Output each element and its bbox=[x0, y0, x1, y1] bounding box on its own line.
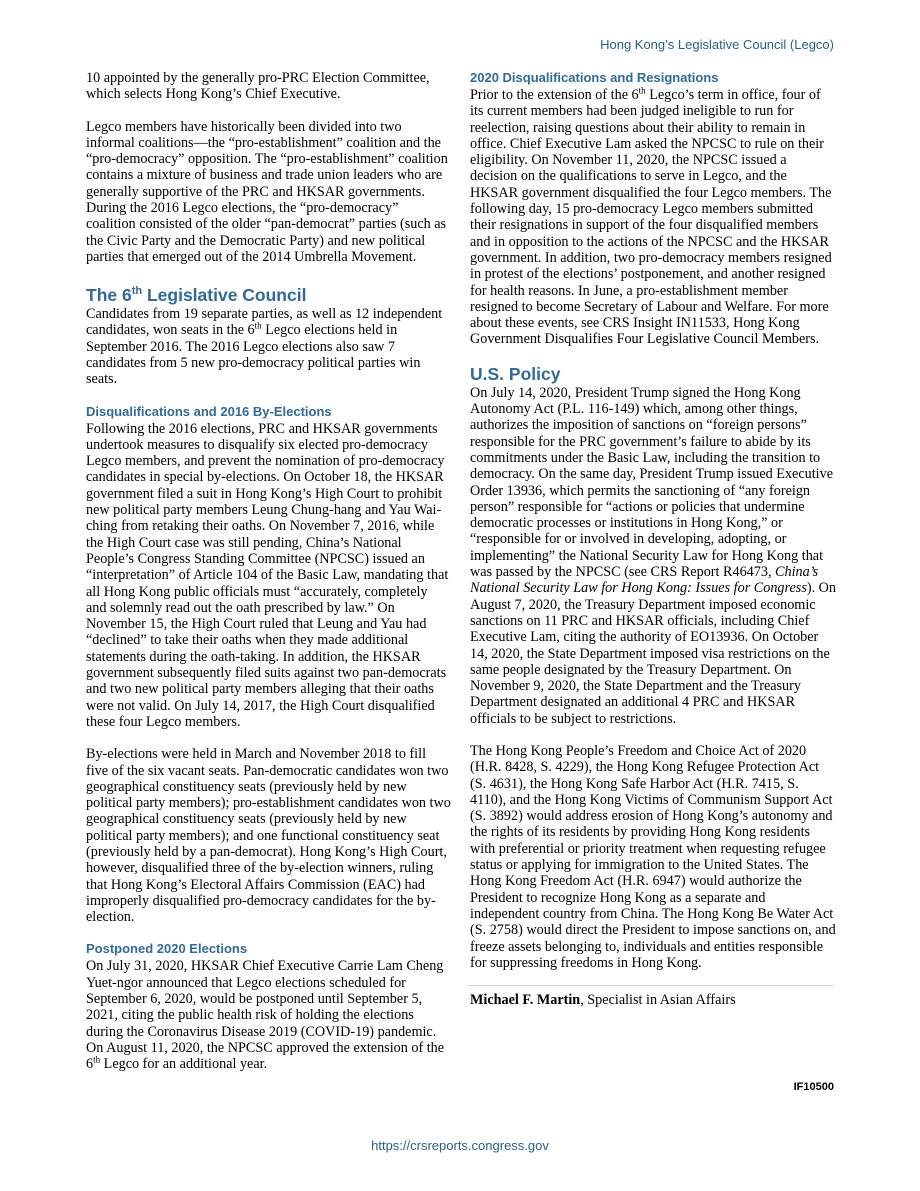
paragraph-autonomy-act: On July 14, 2020, President Trump signed the Hong Kong Autonomy Act (P.L. 116-149) which, among other things, authorizes the imposition of sanctions on “foreign persons” responsible for the PRC government’s failure to abide by its commitments under the Basic Law, including the transition to democracy. On the same day, President Trump issued Executive Order 13936, which permits the sanctioning of “any foreign person” responsible for “actions or policies that undermine democratic processes or institutions in Hong Kong,” or “responsible for or involved in developing, adopting, or implementing” the National Security Law for Hong Kong that was passed by the NPCSC (see CRS Report R46473, China’s National Security Law for Hong Kong: Issues for Congress). On August 7, 2020, the Treasury Department imposed economic sanctions on 11 PRC and HKSAR officials, including Chief Executive Lam, citing the authority of EO13936. On October 14, 2020, the State Department imposed visa restrictions on the same people designated by the Treasury Department. On November 9, 2020, the State Department and the Treasury Department designated an additional 4 PRC and HKSAR officials to be subject to restrictions. bbox=[470, 384, 837, 727]
paragraph-postponement: On July 31, 2020, HKSAR Chief Executive Carrie Lam Cheng Yuet-ngor announced that Legco elections scheduled for September 6, 2020, would be postponed until September 5, 2021, citing the public health risk of holding the elections during the Coronavirus Disease 2019 (COVID-19) pandemic. On August 11, 2020, the NPCSC approved the extension of the 6th Legco for an additional year. bbox=[86, 958, 445, 1073]
author-divider bbox=[468, 985, 834, 986]
heading-us-policy: U.S. Policy bbox=[470, 363, 561, 384]
heading-6th-legislative-council: The 6th Legislative Council bbox=[86, 285, 307, 306]
right-column bbox=[470, 70, 836, 1008]
paragraph-2020-resignations: Prior to the extension of the 6th Legco’s term in office, four of its current members had been judged ineligible to run for reelection, raising questions about their ability to remain in office. Chief Executive Lam asked the NPCSC to rule on their eligibility. On November 11, 2020, the NPCSC issued a decision on the qualifications to serve in Legco, and the HKSAR government disqualified the four Legco members. The following day, 15 pro-democracy Legco members submitted their resignations in support of the four disqualified members and in opposition to the actions of the NPCSC and the HKSAR government. In addition, two pro-democracy members resigned in protest of the elections’ postponement, and another resigned for health reasons. In June, a pro-establishment member resigned to become Secretary of Labour and Welfare. For more about these events, see CRS Insight IN11533, Hong Kong Government Disqualifies Four Legislative Council Members. bbox=[470, 85, 832, 348]
paragraph-coalitions: Legco members have historically been divided into two informal coalitions—the “pro-establishment” coalition and the “pro-democracy” opposition. The “pro-establishment” coalition contains a mixture of business and trade union leaders who are generally supportive of the PRC and HKSAR governments. During the 2016 Legco elections, the “pro-democracy” coalition consisted of the older “pan-democrat” parties (such as the Civic Party and the Democratic Party) and new political parties that emerged out of the 2014 Umbrella Movement. bbox=[86, 118, 448, 265]
document-id: IF10500 bbox=[793, 1081, 834, 1093]
paragraph-pending-legislation: The Hong Kong People’s Freedom and Choice Act of 2020 (H.R. 8428, S. 4229), the Hong Kong Refugee Protection Act (S. 4631), the Hong Kong Safe Harbor Act (H.R. 7415, S. 4110), and the Hong Kong Victims of Communism Support Act (S. 3892) would address erosion of Hong Kong’s autonomy and the rights of its residents by providing Hong Kong residents with preferential or priority treatment when requesting refugee status or applying for immigration to the United States. The Hong Kong Freedom Act (H.R. 6947) would authorize the President to recognize Hong Kong as a separate and independent country from China. The Hong Kong Be Water Act (S. 2758) would direct the President to impose sanctions on, and freeze assets belonging to, individuals and entities responsible for suppressing freedoms in Hong Kong. bbox=[470, 742, 836, 971]
paragraph-2016-candidates: Candidates from 19 separate parties, as well as 12 independent candidates, won seats in the 6th Legco elections held in September 2016. The 2016 Legco elections also saw 7 candidates from 5 new pro-democracy political parties win seats. bbox=[86, 306, 443, 388]
author-name: Michael F. Martin bbox=[470, 992, 581, 1009]
footer-url[interactable]: https://crsreports.congress.gov bbox=[371, 1138, 549, 1153]
paragraph-disqualification-measures: Following the 2016 elections, PRC and HKSAR governments undertook measures to disqualify six elected pro-democracy Legco members, and prevent the nomination of pro-democracy candidates in special by-elections. On October 18, the HKSAR government filed a suit in Hong Kong’s High Court to prohibit new political party members Leung Chung-hang and Yau Wai-ching from retaking their oaths. On November 7, 2016, while the High Court case was still pending, China’s National People’s Congress Standing Committee (NPCSC) issued an “interpretation” of Article 104 of the Basic Law, mandating that all Hong Kong public officials must “accurately, completely and solemnly read out the oath prescribed by law.” On November 15, the High Court ruled that Leung and Yau had “declined” to take their oaths when they made additional statements during the oath-taking. In addition, the HKSAR government subsequently filed suits against two pan-democrats and two new political party members alleging that their oaths were not valid. On July 14, 2017, the High Court disqualified these four Legco members. bbox=[86, 420, 449, 730]
heading-postponed-2020-elections: Postponed 2020 Elections bbox=[86, 941, 248, 957]
paragraph-election-committee: 10 appointed by the generally pro-PRC Election Committee, which selects Hong Kong’s Chief Executive. bbox=[86, 70, 430, 103]
paragraph-by-elections: By-elections were held in March and November 2018 to fill five of the six vacant seats. Pan-democratic candidates won two geographical constituency seats (previously held by new political party members); pro-establishment candidates won two geographical constituency seats (previously held by new political party members); and one functional constituency seat (previously held by a pan-democrat). Hong Kong’s High Court, however, disqualified three of the by-election winners, ruling that Hong Kong’s Electoral Affairs Commission (EAC) had improperly disqualified pro-democracy candidates for the by-election. bbox=[86, 746, 451, 926]
heading-disqualifications-by-elections: Disqualifications and 2016 By-Elections bbox=[86, 403, 332, 419]
heading-2020-disqualifications: 2020 Disqualifications and Resignations bbox=[470, 70, 719, 85]
running-header: Hong Kong’s Legislative Council (Legco) bbox=[600, 37, 834, 52]
author-line bbox=[470, 992, 836, 1008]
author-title: , Specialist in Asian Affairs bbox=[580, 992, 736, 1009]
left-column bbox=[86, 70, 451, 1073]
